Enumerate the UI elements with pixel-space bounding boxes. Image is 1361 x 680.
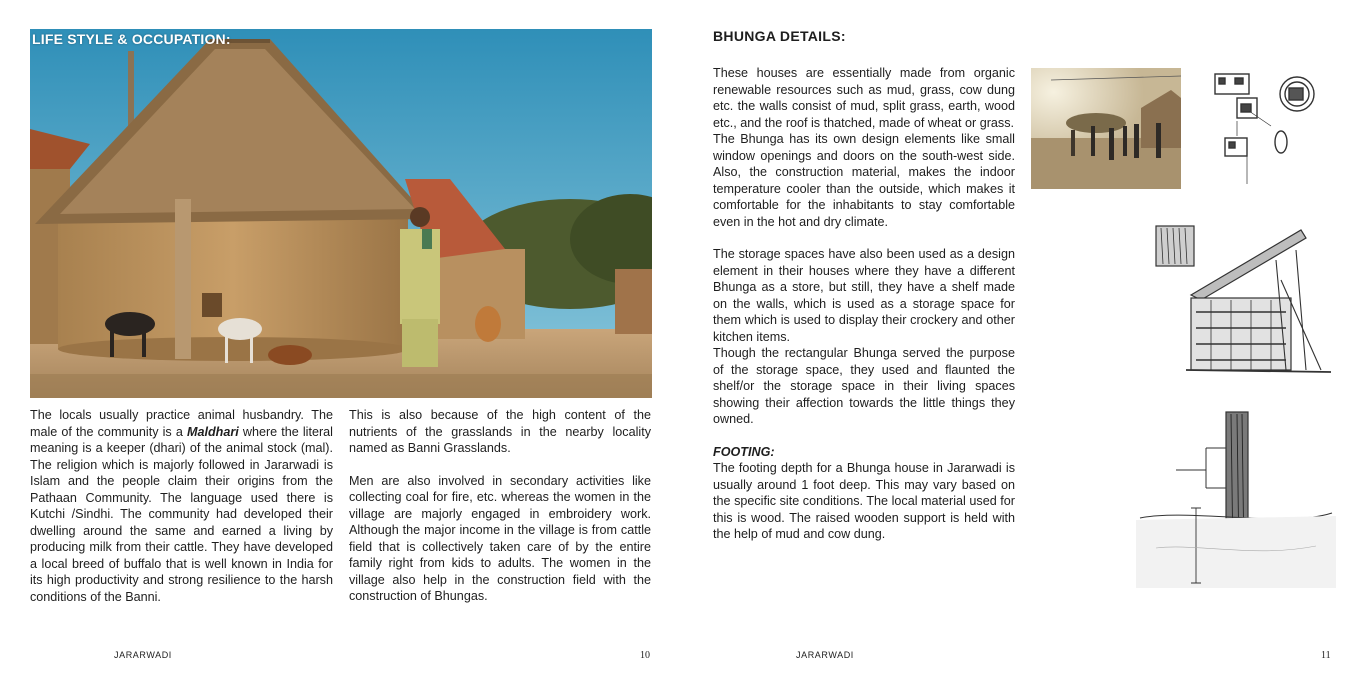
floor-plan-drawing bbox=[1201, 66, 1351, 191]
left-page bbox=[0, 0, 680, 680]
body-text bbox=[713, 65, 1015, 543]
paragraph: This is also because of the high content of the nutrients of the grasslands in the nearby locality named as Banni Grasslands. bbox=[349, 408, 651, 455]
paragraph: These houses are essentially made from organic renewable resources such as mud, grass, cow dung etc. the walls consist of mud, split grass, earth, wood etc., and the roof is thatched, made of wheat or grass. bbox=[713, 66, 1015, 130]
emphasis-term: Maldhari bbox=[186, 424, 239, 439]
page-number: 10 bbox=[640, 650, 650, 661]
paragraph bbox=[30, 407, 333, 605]
footing-title: FOOTING: bbox=[713, 444, 775, 459]
right-page bbox=[681, 0, 1361, 680]
paragraph-text: where the literal meaning is a keeper (dhari) of the animal stock (mal). The religion which is majorly followed in Jararwadi is Islam and the people claim their origins from the Pathaan Community. The language used there is Kutchi /Sindhi. The community had developed their dwelling around the same and earned a living by producing milk from their cattle. They have developed a local breed of buffalo that is well known in India for its high productivity and strong resilience to the harsh conditions of the Banni. bbox=[30, 424, 333, 604]
paragraph: Though the rectangular Bhunga served the purpose of the storage space, they used and flaunted the shelf/or the storage space in their living spaces showing their affection towards the little things they owned. bbox=[713, 346, 1015, 426]
paragraph: The storage spaces have also been used as a design element in their houses where they have a different Bhunga as a store, but still, they have a shelf made on the walls, which is used as a storage space for them which is used to display their crockery and other kitchen items. bbox=[713, 247, 1015, 344]
village-lane-illustration bbox=[1031, 68, 1181, 189]
footing-section-drawing bbox=[1136, 408, 1336, 593]
paragraph: Men are also involved in secondary activities like collecting coal for fire, etc. whereas the women in the village are majorly engaged in embroidery work. Although the major income in the village is from cattle field that is collectively taken care of by the entire family right from kids to adults. The women in the village also help in the construction field with the construction of Bhungas. bbox=[349, 473, 651, 603]
village-photo bbox=[1031, 68, 1181, 189]
footing-detail-sketch bbox=[1136, 408, 1336, 593]
bhunga-hut-illustration bbox=[30, 29, 652, 398]
shelf-section-drawing bbox=[1151, 220, 1341, 380]
paragraph: The Bhunga has its own design elements like small window openings and doors on the south-west side. Also, the construction material, makes the indoor temperature cooler than the outside, which makes it comfortable for the inhabitants to stay comfortable even in the hot and dry climate. bbox=[713, 132, 1015, 229]
paragraph: The footing depth for a Bhunga house in Jararwadi is usually around 1 foot deep. This may vary based on the specific site conditions. The local material used for this is wood. The raised wooden support is held with the help of mud and cow dung. bbox=[713, 461, 1015, 541]
hero-photo bbox=[30, 29, 652, 398]
footer-label: JARARWADI bbox=[796, 650, 854, 660]
storage-shelf-sketch bbox=[1151, 220, 1341, 380]
footer-label: JARARWADI bbox=[114, 650, 172, 660]
section-heading: BHUNGA DETAILS: bbox=[713, 28, 846, 44]
section-title: LIFE STYLE & OCCUPATION: bbox=[32, 31, 231, 47]
text-column-1 bbox=[30, 407, 333, 605]
paragraph-text: The locals usually practice animal husbandry. The male of the community is a bbox=[30, 408, 333, 439]
text-column-2 bbox=[349, 407, 651, 605]
bhunga-plan-sketch bbox=[1201, 66, 1351, 191]
page-number: 11 bbox=[1321, 650, 1331, 661]
